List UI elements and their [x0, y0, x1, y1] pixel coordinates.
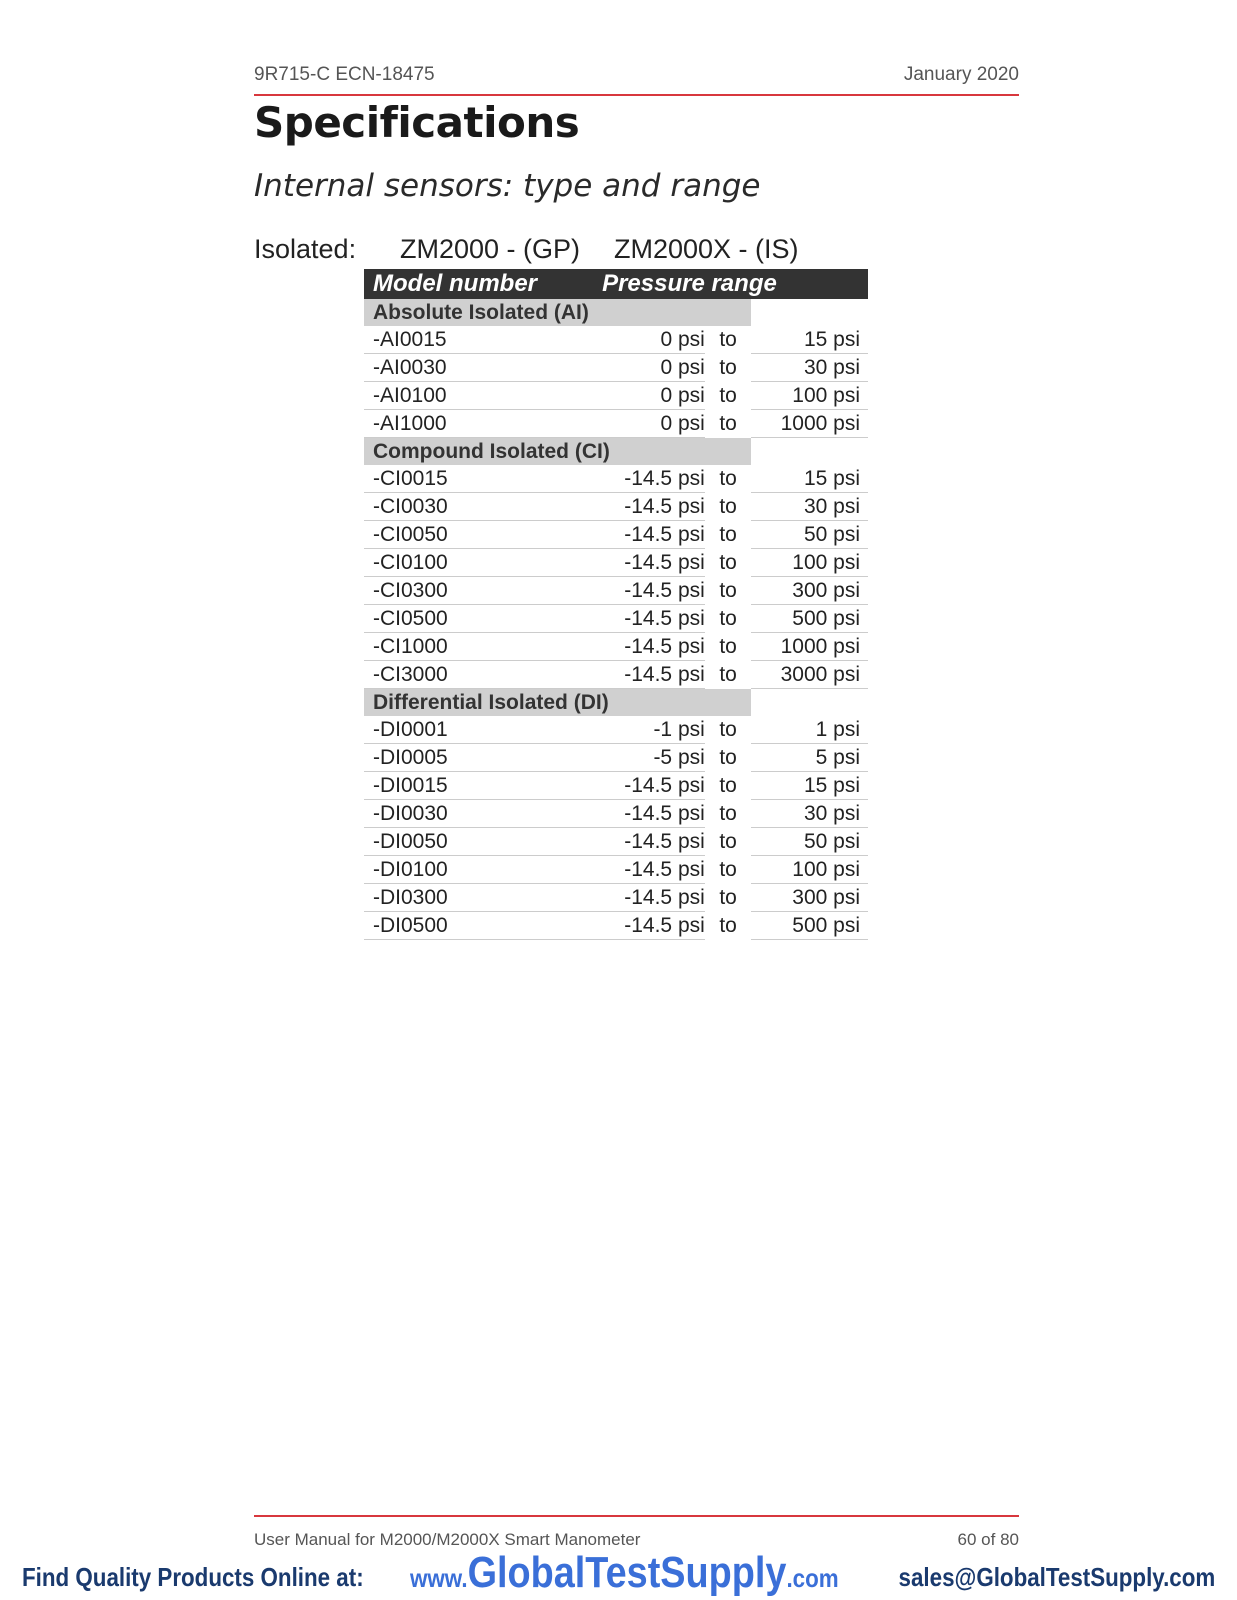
group-label: Differential Isolated (DI) [364, 689, 751, 717]
promo-website-link[interactable] [410, 1548, 839, 1598]
range-max-cell: 100 psi [751, 382, 868, 410]
range-min-cell: -14.5 psi [598, 856, 705, 884]
range-min-cell: -14.5 psi [598, 521, 705, 549]
column-header-model: Model number [364, 269, 598, 299]
range-min-cell: -14.5 psi [598, 772, 705, 800]
range-max-cell: 50 psi [751, 521, 868, 549]
model-is: ZM2000X - (IS) [614, 234, 799, 264]
table-group-row [364, 438, 868, 466]
range-to-cell: to [705, 326, 752, 354]
table-row [364, 912, 868, 940]
table-row [364, 549, 868, 577]
range-max-cell: 30 psi [751, 493, 868, 521]
range-to-cell: to [705, 382, 752, 410]
document-code: 9R715-C ECN-18475 [254, 64, 435, 85]
table-row [364, 410, 868, 438]
range-to-cell: to [705, 465, 752, 493]
model-number-cell: -AI0015 [364, 326, 598, 354]
footer-page-number: 60 of 80 [957, 1530, 1019, 1549]
table-row [364, 772, 868, 800]
range-min-cell: -14.5 psi [598, 605, 705, 633]
range-min-cell: -1 psi [598, 716, 705, 744]
table-row [364, 744, 868, 772]
group-label: Compound Isolated (CI) [364, 438, 751, 466]
range-max-cell: 30 psi [751, 800, 868, 828]
table-header-row [364, 269, 868, 299]
table-row [364, 354, 868, 382]
model-number-cell: -CI3000 [364, 661, 598, 689]
range-min-cell: -14.5 psi [598, 577, 705, 605]
range-max-cell: 1 psi [751, 716, 868, 744]
model-number-cell: -DI0500 [364, 912, 598, 940]
model-number-cell: -CI0050 [364, 521, 598, 549]
range-max-cell: 500 psi [751, 605, 868, 633]
model-number-cell: -CI1000 [364, 633, 598, 661]
table-row [364, 465, 868, 493]
range-min-cell: -14.5 psi [598, 661, 705, 689]
model-number-cell: -AI0100 [364, 382, 598, 410]
range-to-cell: to [705, 354, 752, 382]
range-to-cell: to [705, 800, 752, 828]
range-min-cell: -14.5 psi [598, 828, 705, 856]
table-row [364, 521, 868, 549]
page-title: Specifications [254, 98, 580, 147]
range-max-cell: 15 psi [751, 772, 868, 800]
model-number-cell: -AI1000 [364, 410, 598, 438]
model-number-cell: -DI0100 [364, 856, 598, 884]
table-row [364, 884, 868, 912]
model-number-cell: -CI0015 [364, 465, 598, 493]
range-min-cell: -14.5 psi [598, 549, 705, 577]
table-row [364, 800, 868, 828]
range-to-cell: to [705, 410, 752, 438]
range-min-cell: -14.5 psi [598, 800, 705, 828]
table-row [364, 577, 868, 605]
range-max-cell: 15 psi [751, 326, 868, 354]
range-to-cell: to [705, 605, 752, 633]
range-to-cell: to [705, 744, 752, 772]
range-max-cell: 500 psi [751, 912, 868, 940]
table-row [364, 326, 868, 354]
range-min-cell: -5 psi [598, 744, 705, 772]
model-number-cell: -DI0050 [364, 828, 598, 856]
isolated-label: Isolated: [254, 234, 357, 264]
table-row [364, 493, 868, 521]
range-max-cell: 300 psi [751, 577, 868, 605]
range-max-cell: 30 psi [751, 354, 868, 382]
range-to-cell: to [705, 716, 752, 744]
range-min-cell: 0 psi [598, 354, 705, 382]
promo-tagline: Find Quality Products Online at: [22, 1562, 364, 1592]
range-to-cell: to [705, 521, 752, 549]
range-to-cell: to [705, 633, 752, 661]
range-min-cell: -14.5 psi [598, 493, 705, 521]
model-number-cell: -DI0005 [364, 744, 598, 772]
document-date: January 2020 [903, 64, 1019, 85]
table-row [364, 661, 868, 689]
range-to-cell: to [705, 884, 752, 912]
table-row [364, 856, 868, 884]
range-max-cell: 15 psi [751, 465, 868, 493]
range-to-cell: to [705, 661, 752, 689]
range-to-cell: to [705, 856, 752, 884]
footer-document-title: User Manual for M2000/M2000X Smart Manometer [254, 1530, 641, 1549]
sensor-range-table [364, 269, 868, 940]
range-to-cell: to [705, 493, 752, 521]
model-number-cell: -CI0100 [364, 549, 598, 577]
model-number-cell: -CI0500 [364, 605, 598, 633]
promo-www: www. [410, 1563, 468, 1593]
section-subtitle: Internal sensors: type and range [254, 168, 761, 204]
group-row-gap [751, 299, 868, 326]
range-min-cell: 0 psi [598, 326, 705, 354]
promo-com: .com [786, 1563, 839, 1593]
range-to-cell: to [705, 772, 752, 800]
range-to-cell: to [705, 828, 752, 856]
model-number-cell: -DI0015 [364, 772, 598, 800]
range-min-cell: 0 psi [598, 410, 705, 438]
group-row-gap [751, 438, 868, 466]
table-row [364, 828, 868, 856]
range-max-cell: 1000 psi [751, 633, 868, 661]
range-to-cell: to [705, 549, 752, 577]
model-number-cell: -DI0300 [364, 884, 598, 912]
column-header-range: Pressure range [598, 269, 868, 299]
table-row [364, 382, 868, 410]
table-row [364, 716, 868, 744]
range-max-cell: 5 psi [751, 744, 868, 772]
footer-divider [254, 1515, 1019, 1517]
model-number-cell: -CI0030 [364, 493, 598, 521]
range-max-cell: 50 psi [751, 828, 868, 856]
range-min-cell: -14.5 psi [598, 465, 705, 493]
promo-brand: GlobalTestSupply [467, 1548, 787, 1597]
group-row-gap [751, 689, 868, 717]
page-header [254, 60, 1019, 96]
model-number-cell: -CI0300 [364, 577, 598, 605]
range-to-cell: to [705, 577, 752, 605]
table-group-row [364, 689, 868, 717]
range-to-cell: to [705, 912, 752, 940]
model-number-cell: -DI0001 [364, 716, 598, 744]
model-gp: ZM2000 - (GP) [400, 234, 581, 264]
range-min-cell: -14.5 psi [598, 884, 705, 912]
table-row [364, 605, 868, 633]
table-row [364, 633, 868, 661]
model-number-cell: -AI0030 [364, 354, 598, 382]
range-max-cell: 100 psi [751, 549, 868, 577]
promo-email-link[interactable]: sales@GlobalTestSupply.com [898, 1562, 1215, 1592]
range-min-cell: 0 psi [598, 382, 705, 410]
range-max-cell: 100 psi [751, 856, 868, 884]
range-max-cell: 3000 psi [751, 661, 868, 689]
model-number-cell: -DI0030 [364, 800, 598, 828]
range-max-cell: 1000 psi [751, 410, 868, 438]
table-group-row [364, 299, 868, 326]
range-min-cell: -14.5 psi [598, 912, 705, 940]
range-min-cell: -14.5 psi [598, 633, 705, 661]
group-label: Absolute Isolated (AI) [364, 299, 751, 326]
range-max-cell: 300 psi [751, 884, 868, 912]
